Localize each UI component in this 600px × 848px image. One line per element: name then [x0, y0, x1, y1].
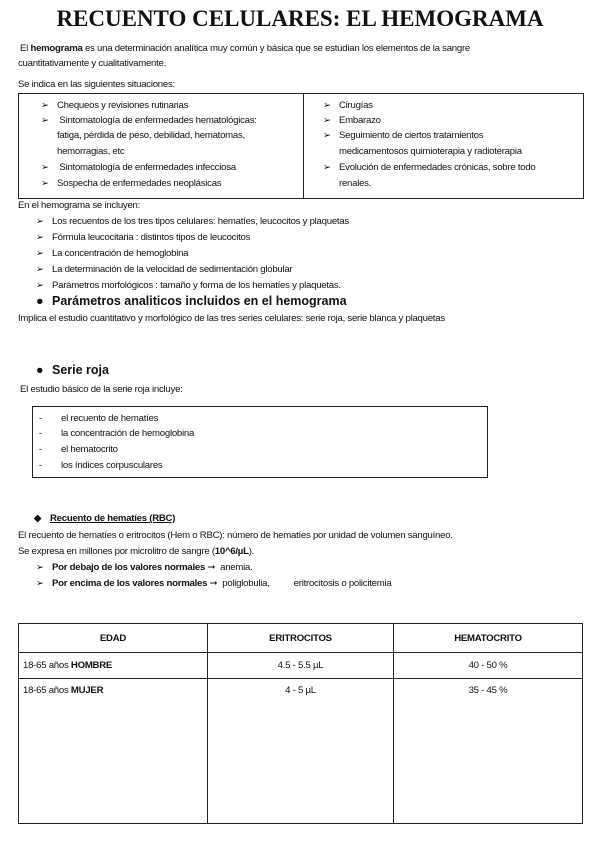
list-item: ➢ La concentración de hemoglobina [36, 248, 189, 259]
list-item: ➢ Chequeos y revisiones rutinarias [41, 100, 189, 111]
divider [303, 94, 304, 198]
list-item: ➢ Por encima de los valores normales ➞ poliglobulia, eritrocitosis o policitemia [36, 578, 392, 589]
rbc-line2: Se expresa en millones por microlitro de sangre (10^6/µL). [18, 546, 255, 557]
list-item: - la concentración de hemoglobina [39, 428, 195, 439]
list-item: - los índices corpusculares [39, 460, 163, 471]
list-item: ➢ Evolución de enfermedades crónicas, sobre todo [323, 162, 536, 173]
indica-label: Se indica en las siguientes situaciones: [18, 79, 175, 90]
intro-line2: cuantitativamente y cualitativamente. [18, 58, 167, 69]
list-item: ➢ Parámetros morfológicos : tamaño y forma de los hematíes y plaquetas. [36, 280, 341, 291]
serie-box [32, 406, 488, 478]
list-item: ➢ Sintomatología de enfermedades hematológicas: [41, 115, 257, 126]
list-item: ➢ Fórmula leucocitaria : distintos tipos de leucocitos [36, 232, 251, 243]
list-item: ➢ Por debajo de los valores normales ➞ anemia. [36, 562, 253, 573]
list-item: medicamentosos quimioterapia y radioterapia [339, 146, 522, 157]
rbc-heading: ◆ Recuento de hematíes (RBC) [34, 513, 176, 524]
list-item: ➢ Los recuentos de los tres tipos celulares: hematíes, leucocitos y plaquetas [36, 216, 349, 227]
list-item: ➢ Sintomatología de enfermedades infecciosa [41, 162, 236, 173]
param-text: Implica el estudio cuantitativo y morfológico de las tres series celulares: serie roja, serie blanca y plaquetas [18, 313, 445, 324]
table-header-row: EDAD ERITROCITOS HEMATOCRITO [19, 624, 583, 653]
reference-table [18, 623, 583, 824]
list-item: ➢ Seguimiento de ciertos tratamientos [323, 130, 484, 141]
page-title: RECUENTO CELULARES: EL HEMOGRAMA [56, 6, 544, 31]
serie-text: El estudio básico de la serie roja incluye: [20, 384, 183, 395]
list-item: ➢ Embarazo [323, 115, 381, 126]
list-item: fatiga, pérdida de peso, debilidad, hematomas, [57, 130, 245, 141]
rbc-line1: El recuento de hematíes o eritrocitos (Hem o RBC): número de hematíes por unidad de volumen sanguíneo. [18, 530, 453, 541]
list-item: ➢ La determinación de la velocidad de sedimentación globular [36, 264, 293, 275]
table-row: 18-65 años HOMBRE 4.5 - 5.5 µL 40 - 50 % [19, 653, 583, 679]
serie-heading: ● Serie roja [36, 363, 109, 377]
list-item: hemorragias, etc [57, 146, 125, 157]
incluyen-label: En el hemograma se incluyen: [18, 200, 141, 211]
list-item: ➢ Cirugías [323, 100, 373, 111]
diamond-icon: ◆ [34, 513, 42, 524]
list-item: ➢ Sospecha de enfermedades neoplásicas [41, 178, 222, 189]
list-item: - el hematocrito [39, 444, 118, 455]
indications-box [18, 93, 584, 199]
intro-line1: El hemograma es una determinación analítica muy común y básica que se estudian los elementos de la sangre [20, 43, 470, 54]
list-item: - el recuento de hematíes [39, 413, 159, 424]
table-row: 18-65 años MUJER 4 - 5 µL 35 - 45 % [19, 679, 583, 824]
list-item: renales. [339, 178, 372, 189]
param-heading: ● Parámetros analiticos incluidos en el hemograma [36, 294, 347, 308]
